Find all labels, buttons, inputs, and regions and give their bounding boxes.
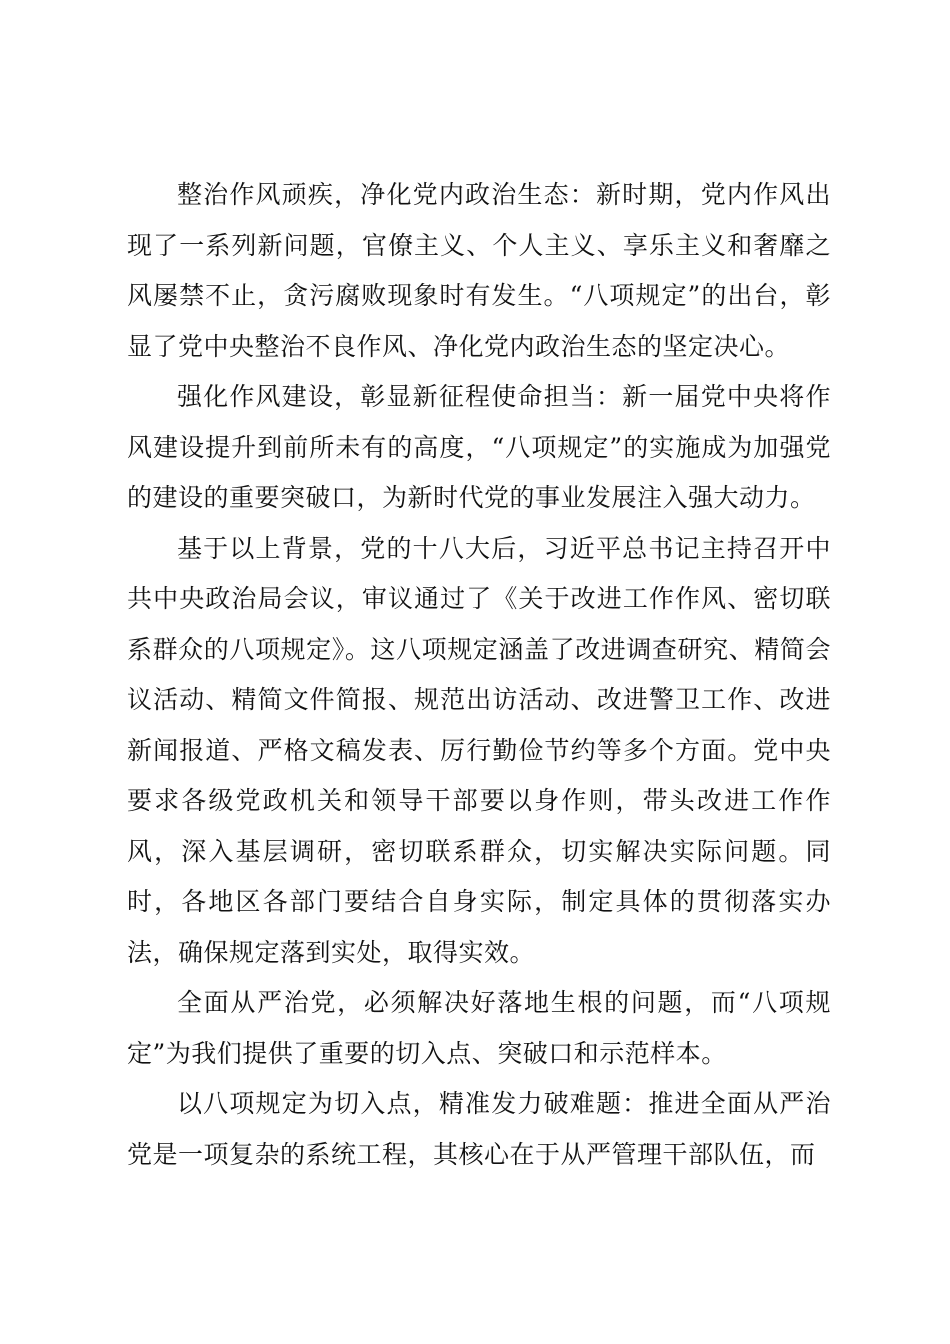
paragraph-5: 以八项规定为切入点，精准发力破难题：推进全面从严治党是一项复杂的系统工程，其核心在于从严管理干部队伍，而 xyxy=(127,1089,831,1169)
document-body xyxy=(127,170,831,1180)
paragraph-4: 全面从严治党，必须解决好落地生根的问题，而“八项规定”为我们提供了重要的切入点、突破口和示范样本。 xyxy=(127,988,831,1068)
paragraph-2: 强化作风建设，彰显新征程使命担当：新一届党中央将作风建设提升到前所未有的高度，“八项规定”的实施成为加强党的建设的重要突破口，为新时代党的事业发展注入强大动力。 xyxy=(127,382,831,512)
paragraph-1: 整治作风顽疾，净化党内政治生态：新时期，党内作风出现了一系列新问题，官僚主义、个人主义、享乐主义和奢靡之风屡禁不止，贪污腐败现象时有发生。“八项规定”的出台，彰显了党中央整治不良作风、净化党内政治生态的坚定决心。 xyxy=(127,180,831,361)
paragraph-3: 基于以上背景，党的十八大后，习近平总书记主持召开中共中央政治局会议，审议通过了《关于改进工作作风、密切联系群众的八项规定》。这八项规定涵盖了改进调查研究、精简会议活动、精简文件简报、规范出访活动、改进警卫工作、改进新闻报道、严格文稿发表、厉行勤俭节约等多个方面。党中央要求各级党政机关和领导干部要以身作则，带头改进工作作风，深入基层调研，密切联系群众，切实解决实际问题。同时，各地区各部门要结合自身实际，制定具体的贯彻落实办法，确保规定落到实处，取得实效。 xyxy=(127,533,831,967)
